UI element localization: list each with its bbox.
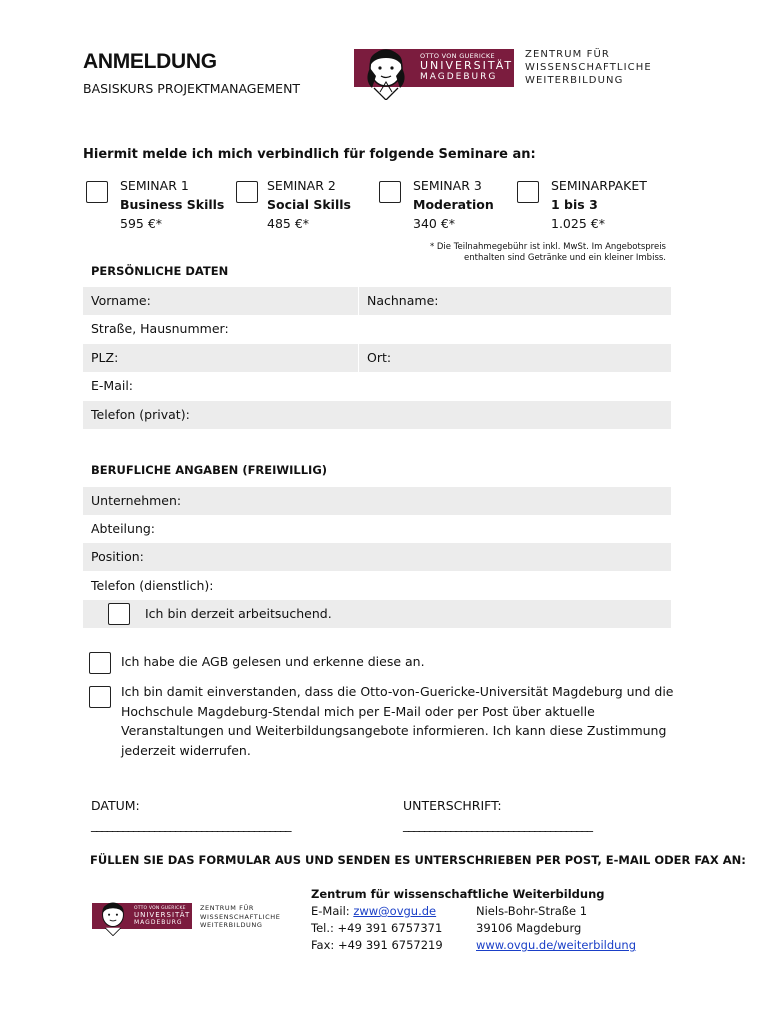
contact-phone: Tel.: +49 391 6757371 (311, 921, 443, 935)
agb-label: Ich habe die AGB gelesen und erkenne diese an. (121, 654, 425, 669)
contact-street: Niels-Bohr-Straße 1 (476, 904, 588, 918)
email-link[interactable]: zww@ovgu.de (353, 904, 437, 918)
plz-ort-row (83, 344, 671, 372)
page-subtitle: BASISKURS PROJEKTMANAGEMENT (83, 81, 301, 96)
department-field[interactable]: Abteilung: (91, 521, 156, 536)
seminar-package-checkbox[interactable] (517, 181, 539, 203)
phone-private-field[interactable]: Telefon (privat): (91, 407, 190, 422)
page-title: ANMELDUNG (83, 50, 217, 73)
contact-email-line: E-Mail: zww@ovgu.de (311, 904, 437, 918)
submit-instruction: FÜLLEN SIE DAS FORMULAR AUS UND SENDEN ES UNTERSCHRIEBEN PER POST, E-MAIL ODER FAX AN: (90, 853, 746, 867)
company-field[interactable]: Unternehmen: (91, 493, 182, 508)
street-field[interactable]: Straße, Hausnummer: (91, 321, 229, 336)
logo-center-text: ZENTRUM FÜR WISSENSCHAFTLICHE WEITERBILDUNG (525, 49, 652, 86)
seminar-2-label: SEMINAR 2 Social Skills 485 €* (267, 178, 351, 231)
contact-fax: Fax: +49 391 6757219 (311, 938, 443, 952)
website-link[interactable]: www.ovgu.de/weiterbildung (476, 938, 637, 952)
last-name-field[interactable]: Nachname: (367, 293, 439, 308)
privacy-consent-label: Ich bin damit einverstanden, dass die Otto-von-Guericke-Universität Magdeburg und die Hochschule Magdeburg-Stendal mich per E-Mail oder per Post über aktuelle Veranstaltungen und Weiterbildungsangebote informieren. Ich kann diese Zustimmung jederzeit widerrufen. (121, 684, 674, 758)
guericke-portrait-icon (360, 46, 412, 100)
email-row (83, 372, 671, 400)
signature-label: UNTERSCHRIFT: (403, 798, 502, 813)
logo-center-text: ZENTRUM FÜR WISSENSCHAFTLICHE WEITERBILDUNG (200, 904, 281, 929)
logo-university-text: OTTO VON GUERICKE UNIVERSITÄT MAGDEBURG (134, 906, 191, 926)
column-divider (358, 344, 359, 372)
seminar-2-checkbox[interactable] (236, 181, 258, 203)
phone-work-row (83, 572, 671, 600)
job-seeking-row (83, 600, 671, 628)
guericke-portrait-icon (96, 900, 130, 936)
city-field[interactable]: Ort: (367, 350, 392, 365)
professional-data-heading: BERUFLICHE ANGABEN (FREIWILLIG) (91, 463, 328, 477)
university-logo (354, 46, 652, 100)
signature-line[interactable]: ____________________________________ (403, 817, 592, 832)
plz-field[interactable]: PLZ: (91, 350, 119, 365)
street-row (83, 315, 671, 343)
email-field[interactable]: E-Mail: (91, 378, 134, 393)
price-note: * Die Teilnahmegebühr ist inkl. MwSt. Im Angebotspreis enthalten sind Getränke und ein kleiner Imbiss. (429, 242, 666, 263)
contact-org: Zentrum für wissenschaftliche Weiterbildung (311, 887, 605, 901)
personal-data-heading: PERSÖNLICHE DATEN (91, 264, 229, 278)
seminar-lead: Hiermit melde ich mich verbindlich für folgende Seminare an: (83, 147, 536, 162)
column-divider (358, 287, 359, 315)
footer-university-logo (92, 900, 281, 938)
position-row (83, 543, 671, 571)
phone-work-field[interactable]: Telefon (dienstlich): (91, 578, 214, 593)
job-seeking-label: Ich bin derzeit arbeitsuchend. (145, 606, 332, 621)
date-label: DATUM: (91, 798, 140, 813)
position-field[interactable]: Position: (91, 549, 144, 564)
agb-checkbox[interactable] (89, 652, 111, 674)
date-line[interactable]: ______________________________________ (91, 817, 291, 832)
seminar-1-label: SEMINAR 1 Business Skills 595 €* (120, 178, 225, 231)
name-row (83, 287, 671, 315)
privacy-consent-checkbox[interactable] (89, 686, 111, 708)
company-row (83, 487, 671, 515)
department-row (83, 515, 671, 543)
job-seeking-checkbox[interactable] (108, 603, 130, 625)
contact-city: 39106 Magdeburg (476, 921, 582, 935)
first-name-field[interactable]: Vorname: (91, 293, 151, 308)
seminar-package-label: SEMINARPAKET 1 bis 3 1.025 €* (551, 178, 647, 231)
seminar-3-label: SEMINAR 3 Moderation 340 €* (413, 178, 494, 231)
logo-university-text: OTTO VON GUERICKE UNIVERSITÄT MAGDEBURG (420, 52, 514, 82)
phone-private-row (83, 401, 671, 429)
seminar-3-checkbox[interactable] (379, 181, 401, 203)
seminar-1-checkbox[interactable] (86, 181, 108, 203)
